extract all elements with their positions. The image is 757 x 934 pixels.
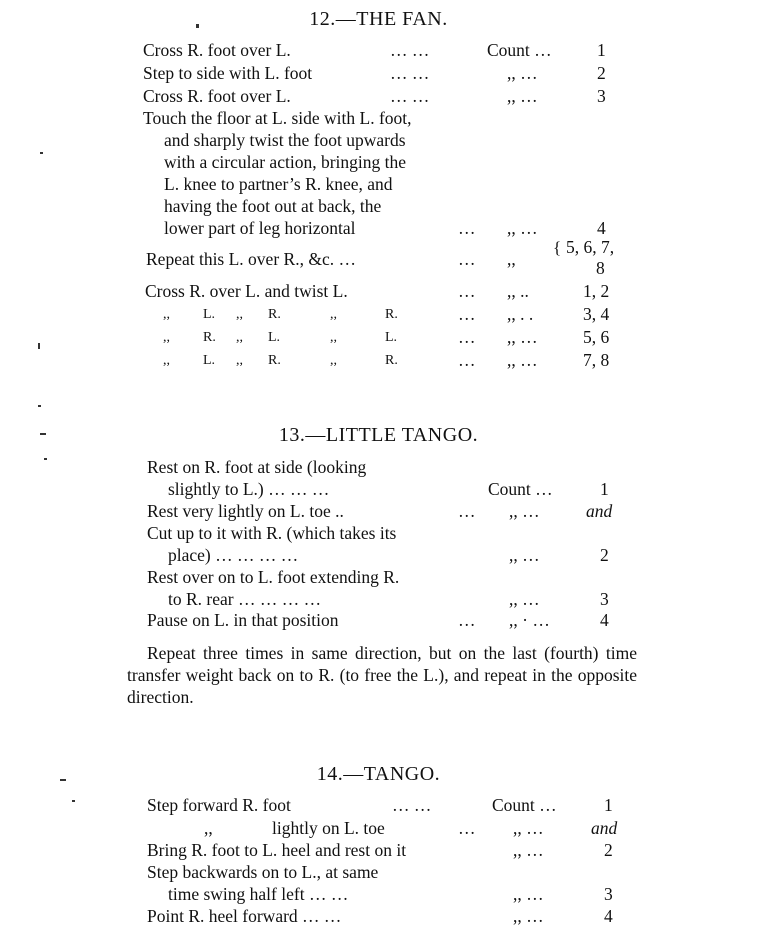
tango-r4-label: ,, … xyxy=(513,884,544,904)
ditto-row-3-count: 7, 8 xyxy=(583,350,610,370)
ditto-row-1-d: R. xyxy=(268,307,281,322)
little-tango-r4b: to R. rear … … … … xyxy=(168,589,322,609)
fan-twist-count: 1, 2 xyxy=(583,281,610,301)
fan-row-2-text: Step to side with L. foot xyxy=(143,63,313,83)
fan-row-3-text: Cross R. foot over L. xyxy=(143,86,291,106)
fan-repeat-text: Repeat this L. over R., &c. … xyxy=(146,249,356,269)
fan-twist-dots: … xyxy=(458,281,476,301)
ditto-row-2-e: ,, xyxy=(330,330,337,345)
tango-r3-count: 2 xyxy=(604,840,613,860)
ditto-row-2-f: L. xyxy=(385,330,398,345)
little-tango-r3-count: 2 xyxy=(600,545,609,565)
tango-r4a: Step backwards on to L., at same xyxy=(147,862,379,882)
fan-repeat-label: ,, xyxy=(507,249,516,269)
fan-touch-count: 4 xyxy=(597,218,606,238)
ditto-row-1-c: ,, xyxy=(236,307,243,322)
fan-touch-line-5: having the foot out at back, the xyxy=(164,196,382,216)
tango-r1: Step forward R. foot xyxy=(147,795,291,815)
ditto-row-1-f: R. xyxy=(385,307,398,322)
little-tango-r5-dots: … xyxy=(458,610,476,630)
margin-mark xyxy=(72,800,75,802)
section-title-little-tango: 13.—LITTLE TANGO. xyxy=(278,424,479,446)
fan-twist-label: ,, .. xyxy=(507,281,529,301)
fan-touch-line-3: with a circular action, bringing the xyxy=(164,152,407,172)
ditto-row-1-label: ,, . . xyxy=(507,304,534,324)
little-tango-r1a: Rest on R. foot at side (looking xyxy=(147,457,367,477)
fan-row-1-text: Cross R. foot over L. xyxy=(143,40,291,60)
fan-row-2-count: 2 xyxy=(597,63,606,83)
little-tango-r2-dots: … xyxy=(458,501,476,521)
fan-touch-label: ,, … xyxy=(507,218,538,238)
fan-row-2-label: ,, … xyxy=(507,63,538,83)
little-tango-r4-label: ,, … xyxy=(509,589,540,609)
margin-mark xyxy=(38,405,41,407)
little-tango-r4a: Rest over on to L. foot extending R. xyxy=(147,567,400,587)
fan-repeat-count-2: 8 xyxy=(596,258,605,278)
ditto-row-1-b: L. xyxy=(203,307,216,322)
tango-r1-label: Count … xyxy=(492,795,557,815)
ditto-row-1-a: ,, xyxy=(163,307,170,322)
ditto-row-3-b: L. xyxy=(203,353,216,368)
tango-r5: Point R. heel forward … … xyxy=(147,906,342,926)
fan-row-3-count: 3 xyxy=(597,86,606,106)
little-tango-r3a: Cut up to it with R. (which takes its xyxy=(147,523,397,543)
ditto-row-2-b: R. xyxy=(203,330,216,345)
tango-r2-label: ,, … xyxy=(513,818,544,838)
section-title-fan: 12.—THE FAN. xyxy=(309,8,448,30)
ditto-row-2-a: ,, xyxy=(163,330,170,345)
margin-mark xyxy=(44,458,47,460)
tango-r3: Bring R. foot to L. heel and rest on it xyxy=(147,840,407,860)
fan-touch-line-6: lower part of leg horizontal xyxy=(164,218,356,238)
ditto-row-3-f: R. xyxy=(385,353,398,368)
little-tango-r1-count: 1 xyxy=(600,479,609,499)
little-tango-r5: Pause on L. in that position xyxy=(147,610,339,630)
ditto-row-3-dots: … xyxy=(458,350,476,370)
fan-twist-text: Cross R. over L. and twist L. xyxy=(145,281,348,301)
fan-row-1-count: 1 xyxy=(597,40,606,60)
fan-touch-line-1: Touch the floor at L. side with L. foot, xyxy=(143,108,412,128)
section-title-tango: 14.—TANGO. xyxy=(316,763,441,785)
little-tango-r3-label: ,, … xyxy=(509,545,540,565)
tango-r2-count: and xyxy=(591,818,618,838)
little-tango-r1b: slightly to L.) … … … xyxy=(168,479,330,499)
fan-touch-line-2: and sharply twist the foot upwards xyxy=(164,130,406,150)
tango-r2-dots: … xyxy=(458,818,476,838)
margin-mark xyxy=(38,343,40,349)
fan-repeat-brace: { xyxy=(553,238,562,257)
little-tango-r5-count: 4 xyxy=(600,610,609,630)
little-tango-r3b: place) … … … … xyxy=(168,545,299,565)
ditto-row-2-d: L. xyxy=(268,330,281,345)
tango-r4b: time swing half left … … xyxy=(168,884,349,904)
little-tango-r2-label: ,, … xyxy=(509,501,540,521)
ditto-row-2-c: ,, xyxy=(236,330,243,345)
fan-row-1-dots: … … xyxy=(390,40,430,60)
ditto-row-1-count: 3, 4 xyxy=(583,304,610,324)
tango-r5-count: 4 xyxy=(604,906,613,926)
margin-mark xyxy=(40,152,43,154)
tango-r2-ditto: ,, xyxy=(204,818,213,838)
fan-repeat-dots: … xyxy=(458,249,476,269)
fan-touch-dots: … xyxy=(458,218,476,238)
ditto-row-3-e: ,, xyxy=(330,353,337,368)
ditto-row-1-dots: … xyxy=(458,304,476,324)
fan-row-3-dots: … … xyxy=(390,86,430,106)
ditto-row-1-e: ,, xyxy=(330,307,337,322)
ditto-row-3-a: ,, xyxy=(163,353,170,368)
tango-r2: lightly on L. toe xyxy=(272,818,385,838)
tango-r1-count: 1 xyxy=(604,795,613,815)
ditto-row-3-d: R. xyxy=(268,353,281,368)
ditto-row-2-label: ,, … xyxy=(507,327,538,347)
fan-row-2-dots: … … xyxy=(390,63,430,83)
tango-r1-dots: … … xyxy=(392,795,432,815)
ditto-row-2-count: 5, 6 xyxy=(583,327,610,347)
little-tango-r2-count: and xyxy=(586,501,613,521)
little-tango-paragraph: Repeat three times in same direction, but on the last (fourth) time transfer weight back on to R. (to free the L.), and repeat in the opposite direction. xyxy=(127,643,637,707)
fan-row-3-label: ,, … xyxy=(507,86,538,106)
ditto-row-2-dots: … xyxy=(458,327,476,347)
little-tango-r4-count: 3 xyxy=(600,589,609,609)
ditto-row-3-label: ,, … xyxy=(507,350,538,370)
little-tango-r1-label: Count … xyxy=(488,479,553,499)
fan-row-1-label: Count … xyxy=(487,40,552,60)
fan-repeat-count-1: 5, 6, 7, xyxy=(566,237,615,257)
fan-touch-line-4: L. knee to partner’s R. knee, and xyxy=(164,174,393,194)
tango-r3-label: ,, … xyxy=(513,840,544,860)
ditto-row-3-c: ,, xyxy=(236,353,243,368)
tango-r4-count: 3 xyxy=(604,884,613,904)
tango-r5-label: ,, … xyxy=(513,906,544,926)
little-tango-r5-label: ,, · … xyxy=(509,610,550,630)
little-tango-r2: Rest very lightly on L. toe .. xyxy=(147,501,344,521)
